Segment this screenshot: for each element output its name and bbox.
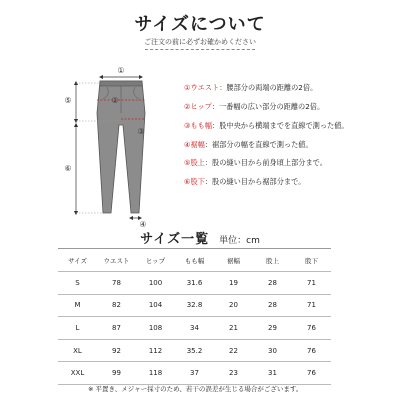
marker-6: ⑥ — [64, 164, 72, 173]
table-cell: 104 — [136, 294, 175, 317]
table-row — [58, 294, 331, 317]
table-cell: XL — [58, 339, 97, 362]
table-cell: 100 — [136, 272, 175, 295]
table-cell: 29 — [253, 317, 292, 340]
table-row — [58, 272, 331, 295]
legend-item-inseam — [184, 177, 305, 186]
legend-item-rise — [184, 158, 327, 167]
legend-item-thigh — [184, 121, 349, 130]
legend-key: ①ウエスト — [184, 83, 220, 92]
legend-key: ②ヒップ — [184, 102, 212, 111]
table-cell: 87 — [97, 317, 136, 340]
size-table-unit: 単位：cm — [219, 236, 260, 246]
legend-desc: ：腰部分の両端の距離の2倍。 — [219, 83, 318, 92]
page-subtitle: ご注文の前に必ずお確かめください — [144, 38, 256, 46]
marker-2: ② — [111, 96, 119, 105]
table-cell: M — [58, 294, 97, 317]
table-cell: 30 — [253, 339, 292, 362]
table-cell: 32.8 — [175, 294, 214, 317]
column-header: ウエスト — [97, 249, 136, 272]
table-row — [58, 362, 331, 385]
size-table — [58, 248, 331, 385]
table-cell: 20 — [214, 294, 253, 317]
table-cell: 35.2 — [175, 339, 214, 362]
legend-desc: ：股の縫い目から前身頃上部分まで。 — [204, 158, 327, 167]
column-header: ヒップ — [136, 249, 175, 272]
table-row — [58, 317, 331, 340]
table-cell: 34 — [175, 317, 214, 340]
table-cell: L — [58, 317, 97, 340]
table-row — [58, 339, 331, 362]
table-cell: 19 — [214, 272, 253, 295]
table-cell: 28 — [253, 294, 292, 317]
table-cell: 112 — [136, 339, 175, 362]
table-cell: 82 — [97, 294, 136, 317]
legend-key: ④裾幅 — [184, 140, 205, 149]
measurement-note: ※ 平置き、メジャー採寸のため、若干の誤差が生じる場合がございます。 — [88, 385, 303, 393]
marker-1: ① — [117, 66, 125, 75]
legend-key: ⑥股下 — [184, 177, 205, 186]
marker-3: ③ — [137, 127, 145, 136]
page-title: サイズについて — [134, 14, 266, 35]
legend-key: ③もも幅 — [184, 121, 213, 130]
table-cell: 31 — [253, 362, 292, 385]
legend-desc: ：股の縫い目から裾部分まで。 — [204, 177, 306, 186]
legend-item-waist — [184, 83, 317, 92]
legend-desc: ：一番幅の広い部分の距離の2倍。 — [211, 102, 325, 111]
legend-item-hip — [184, 102, 324, 111]
column-header: 股下 — [292, 249, 331, 272]
size-table-heading — [0, 228, 400, 247]
column-header: 裾幅 — [214, 249, 253, 272]
table-cell: 76 — [292, 362, 331, 385]
jeans-diagram — [45, 55, 170, 230]
column-header: もも幅 — [175, 249, 214, 272]
subtitle-divider — [145, 49, 255, 50]
table-cell: 118 — [136, 362, 175, 385]
table-cell: 108 — [136, 317, 175, 340]
table-cell: 92 — [97, 339, 136, 362]
table-cell: 21 — [214, 317, 253, 340]
size-table-title: サイズ一覧 — [140, 232, 210, 247]
table-cell: 31.6 — [175, 272, 214, 295]
column-header: 股上 — [253, 249, 292, 272]
table-cell: 76 — [292, 339, 331, 362]
legend-key: ⑤股上 — [184, 158, 205, 167]
table-cell: 28 — [253, 272, 292, 295]
table-cell: S — [58, 272, 97, 295]
marker-4: ④ — [139, 220, 147, 229]
table-cell: XXL — [58, 362, 97, 385]
legend-desc: ：裾部分の幅を直線で測った値。 — [204, 140, 313, 149]
legend-item-hem — [184, 140, 313, 149]
table-cell: 23 — [214, 362, 253, 385]
legend-desc: ：股中央から横端までを直線で測った値。 — [212, 121, 349, 130]
column-header: サイズ — [58, 249, 97, 272]
table-cell: 71 — [292, 272, 331, 295]
marker-5: ⑤ — [64, 96, 72, 105]
table-header-row — [58, 249, 331, 272]
table-cell: 22 — [214, 339, 253, 362]
table-cell: 37 — [175, 362, 214, 385]
table-cell: 99 — [97, 362, 136, 385]
table-cell: 78 — [97, 272, 136, 295]
table-cell: 76 — [292, 317, 331, 340]
table-cell: 71 — [292, 294, 331, 317]
jeans-shape — [97, 81, 145, 213]
